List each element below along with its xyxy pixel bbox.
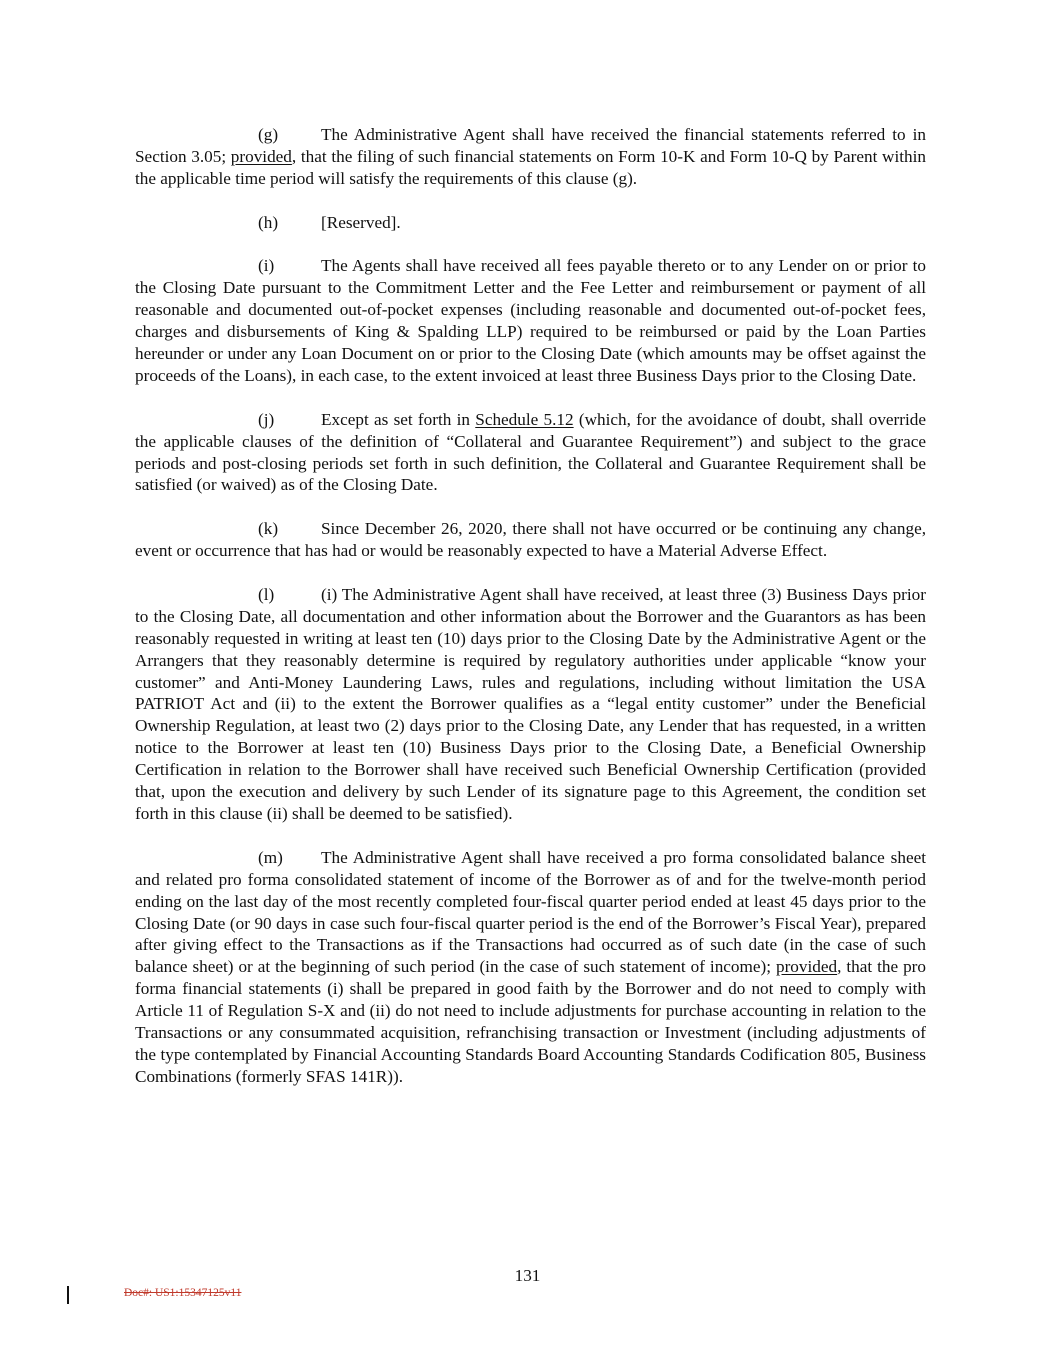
revision-change-bar <box>67 1286 69 1304</box>
clause-text: The Agents shall have received all fees payable thereto or to any Lender on or prior to the Closing Date pursuant to the Commitment Letter and the Fee Letter and reimbursement or payment of all reasonable and documented out-of-pocket expenses (including reasonable and documented out-of-pocket fees, charges and disbursements of King & Spalding LLP) required to be reimbursed or paid by the Loan Parties hereunder or under any Loan Document on or prior to the Closing Date (which amounts may be offset against the proceeds of the Loans), in each case, to the extent invoiced at least three Business Days prior to the Closing Date. <box>135 256 926 385</box>
clause-text: , that the filing of such financial statements on Form 10-K and Form 10-Q by Parent within the applicable time period will satisfy the requirements of this clause (g). <box>135 146 926 188</box>
clause-label: (j) <box>258 409 275 429</box>
clause-label: (g) <box>258 125 279 144</box>
clause-text: (which, for the avoidance of doubt, shall override the applicable clauses of the definition of “Collateral and Guarantee Requirement”) and subject to the grace periods and post-closing periods set forth in such definition, the Collateral and Guarantee Requirement shall be satisfied (or waived) as of the Closing Date. <box>135 409 926 495</box>
clause-label: (m) <box>258 847 283 867</box>
paragraph-i <box>135 255 926 386</box>
paragraph-m <box>135 847 926 1088</box>
document-body <box>135 124 926 1110</box>
paragraph-g <box>135 124 926 190</box>
clause-text: [Reserved]. <box>321 212 401 232</box>
clause-label: (l) <box>258 584 275 604</box>
clause-text: (i) The Administrative Agent shall have received, at least three (3) Business Days prior to the Closing Date, all documentation and other information about the Borrower and the Guarantors as has been reasonably requested in writing at least ten (10) days prior to the Closing Date by the Administrative Agent or the Arrangers that they reasonably determine is required by regulatory authorities under applicable “know your customer” and Anti-Money Laundering Laws, rules and regulations, including without limitation the USA PATRIOT Act and (ii) to the extent the Borrower qualifies as a “legal entity customer” under the Beneficial Ownership Regulation, at least two (2) days prior to the Closing Date, any Lender that has requested, in a written notice to the Borrower at least ten (10) Business Days prior to the Closing Date, a Beneficial Ownership Certification in relation to the Borrower shall have received such Beneficial Ownership Certification (provided that, upon the execution and delivery by such Lender of its signature page to this Agreement, the condition set forth in this clause (ii) shall be deemed to be satisfied). <box>135 584 926 824</box>
page-number: 131 <box>514 1266 541 1285</box>
paragraph-j <box>135 409 926 497</box>
paragraph-k <box>135 518 926 562</box>
clause-text: Since December 26, 2020, there shall not have occurred or be continuing any change, event or occurrence that has had or would be reasonably expected to have a Material Adverse Effect. <box>135 519 926 561</box>
paragraph-l <box>135 584 926 825</box>
underlined-term: provided <box>775 957 838 977</box>
clause-text: Except as set forth in <box>321 409 476 429</box>
clause-label: (h) <box>258 212 279 232</box>
paragraph-h <box>135 212 926 234</box>
clause-label: (k) <box>258 519 279 539</box>
document-id-footer: Doc#: US1:15347125v11 <box>124 1287 242 1299</box>
clause-label: (i) <box>258 256 275 276</box>
clause-text: , that the pro forma financial statements (i) shall be prepared in good faith by the Borrower and do not need to comply with Article 11 of Regulation S-X and (ii) do not need to include adjustments for purchase accounting in relation to the Transactions or any consummated acquisition, refranchising transaction or Investment (including adjustments of the type contemplated by Financial Accounting Standards Board Accounting Standards Codification 805, Business Combinations (formerly SFAS 141R)). <box>135 957 926 1086</box>
clause-text: The Administrative Agent shall have received the financial statements referred to in Section 3.05; <box>135 125 926 166</box>
underlined-term: Schedule 5.12 <box>475 409 574 429</box>
clause-text: The Administrative Agent shall have received a pro forma consolidated balance sheet and related pro forma consolidated statement of income of the Borrower as of and for the twelve-month period ending on the last day of the most recently completed four-fiscal quarter period ended at least 45 days prior to the Closing Date (or 90 days in case such four-fiscal quarter period is the end of the Borrower’s Fiscal Year), prepared after giving effect to the Transactions as if the Transactions had occurred as of such date (in the case of such balance sheet) or at the beginning of such period (in the case of such statement of income); <box>135 847 926 977</box>
underlined-term: provided <box>230 146 292 166</box>
